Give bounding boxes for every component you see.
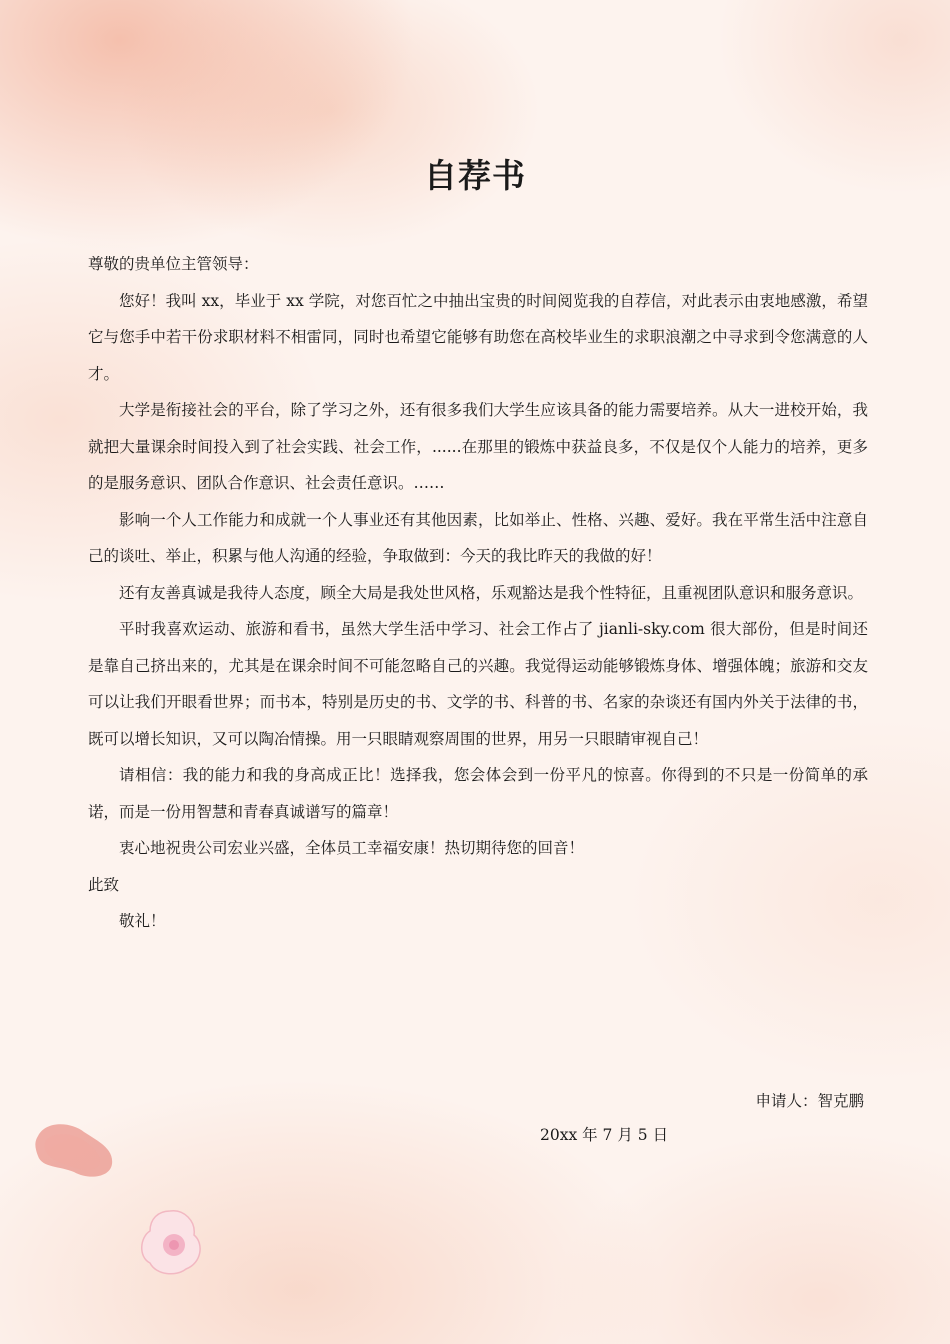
paragraph-hobbies: 平时我喜欢运动、旅游和看书，虽然大学生活中学习、社会工作占了 jianli-sky.com 很大部份，但是时间还是靠自己挤出来的，尤其是在课余时间不可能忽略自己的兴趣。我觉得运动能够锻炼身体、增强体魄；旅游和交友可以让我们开眼看世界；而书本，特别是历史的书、文学的书、科普的书、名家的杂谈还有国内外关于法律的书，既可以增长知识，又可以陶冶情操。用一只眼睛观察周围的世界，用另一只眼睛审视自己！ [88,620,868,748]
petal-icon [32,1118,116,1182]
signature: 申请人：智克鹏 [755,1092,864,1110]
salutation: 尊敬的贵单位主管领导： [88,255,259,273]
closing: 此致 [88,875,120,894]
regards: 敬礼！ [119,912,166,930]
flower-petal-icon [136,1205,206,1279]
document-title: 自荐书 [424,156,526,195]
paragraph-personality: 还有友善真诚是我待人态度，顾全大局是我处世风格，乐观豁达是我个性特征，且重视团队意识和服务意识。 [119,583,864,602]
paragraph-university: 大学是衔接社会的平台，除了学习之外，还有很多我们大学生应该具备的能力需要培养。从大一进校开始，我就把大量课余时间投入到了社会实践、社会工作，......在那里的锻炼中获益良多，不仅是仅个人能力的培养，更多的是服务意识、团队合作意识、社会责任意识。…… [88,401,868,492]
paragraph-greeting: 您好！我叫 xx，毕业于 xx 学院，对您百忙之中抽出宝贵的时间阅览我的自荐信，对此表示由衷地感激，希望它与您手中若干份求职材料不相雷同，同时也希望它能够有助您在高校毕业生的求职浪潮之中寻求到令您满意的人才。 [88,291,868,383]
letter-body [88,246,868,940]
date: 20xx 年 7 月 5 日 [540,1126,669,1144]
paragraph-wishes: 衷心地祝贵公司宏业兴盛，全体员工幸福安康！热切期待您的回音！ [119,839,585,857]
paragraph-abilities: 影响一个人工作能力和成就一个人事业还有其他因素，比如举止、性格、兴趣、爱好。我在平常生活中注意自己的谈吐、举止，积累与他人沟通的经验，争取做到：今天的我比昨天的我做的好！ [88,510,868,565]
paragraph-belief: 请相信：我的能力和我的身高成正比！选择我，您会体会到一份平凡的惊喜。你得到的不只是一份简单的承诺，而是一份用智慧和青春真诚谱写的篇章！ [88,766,868,821]
